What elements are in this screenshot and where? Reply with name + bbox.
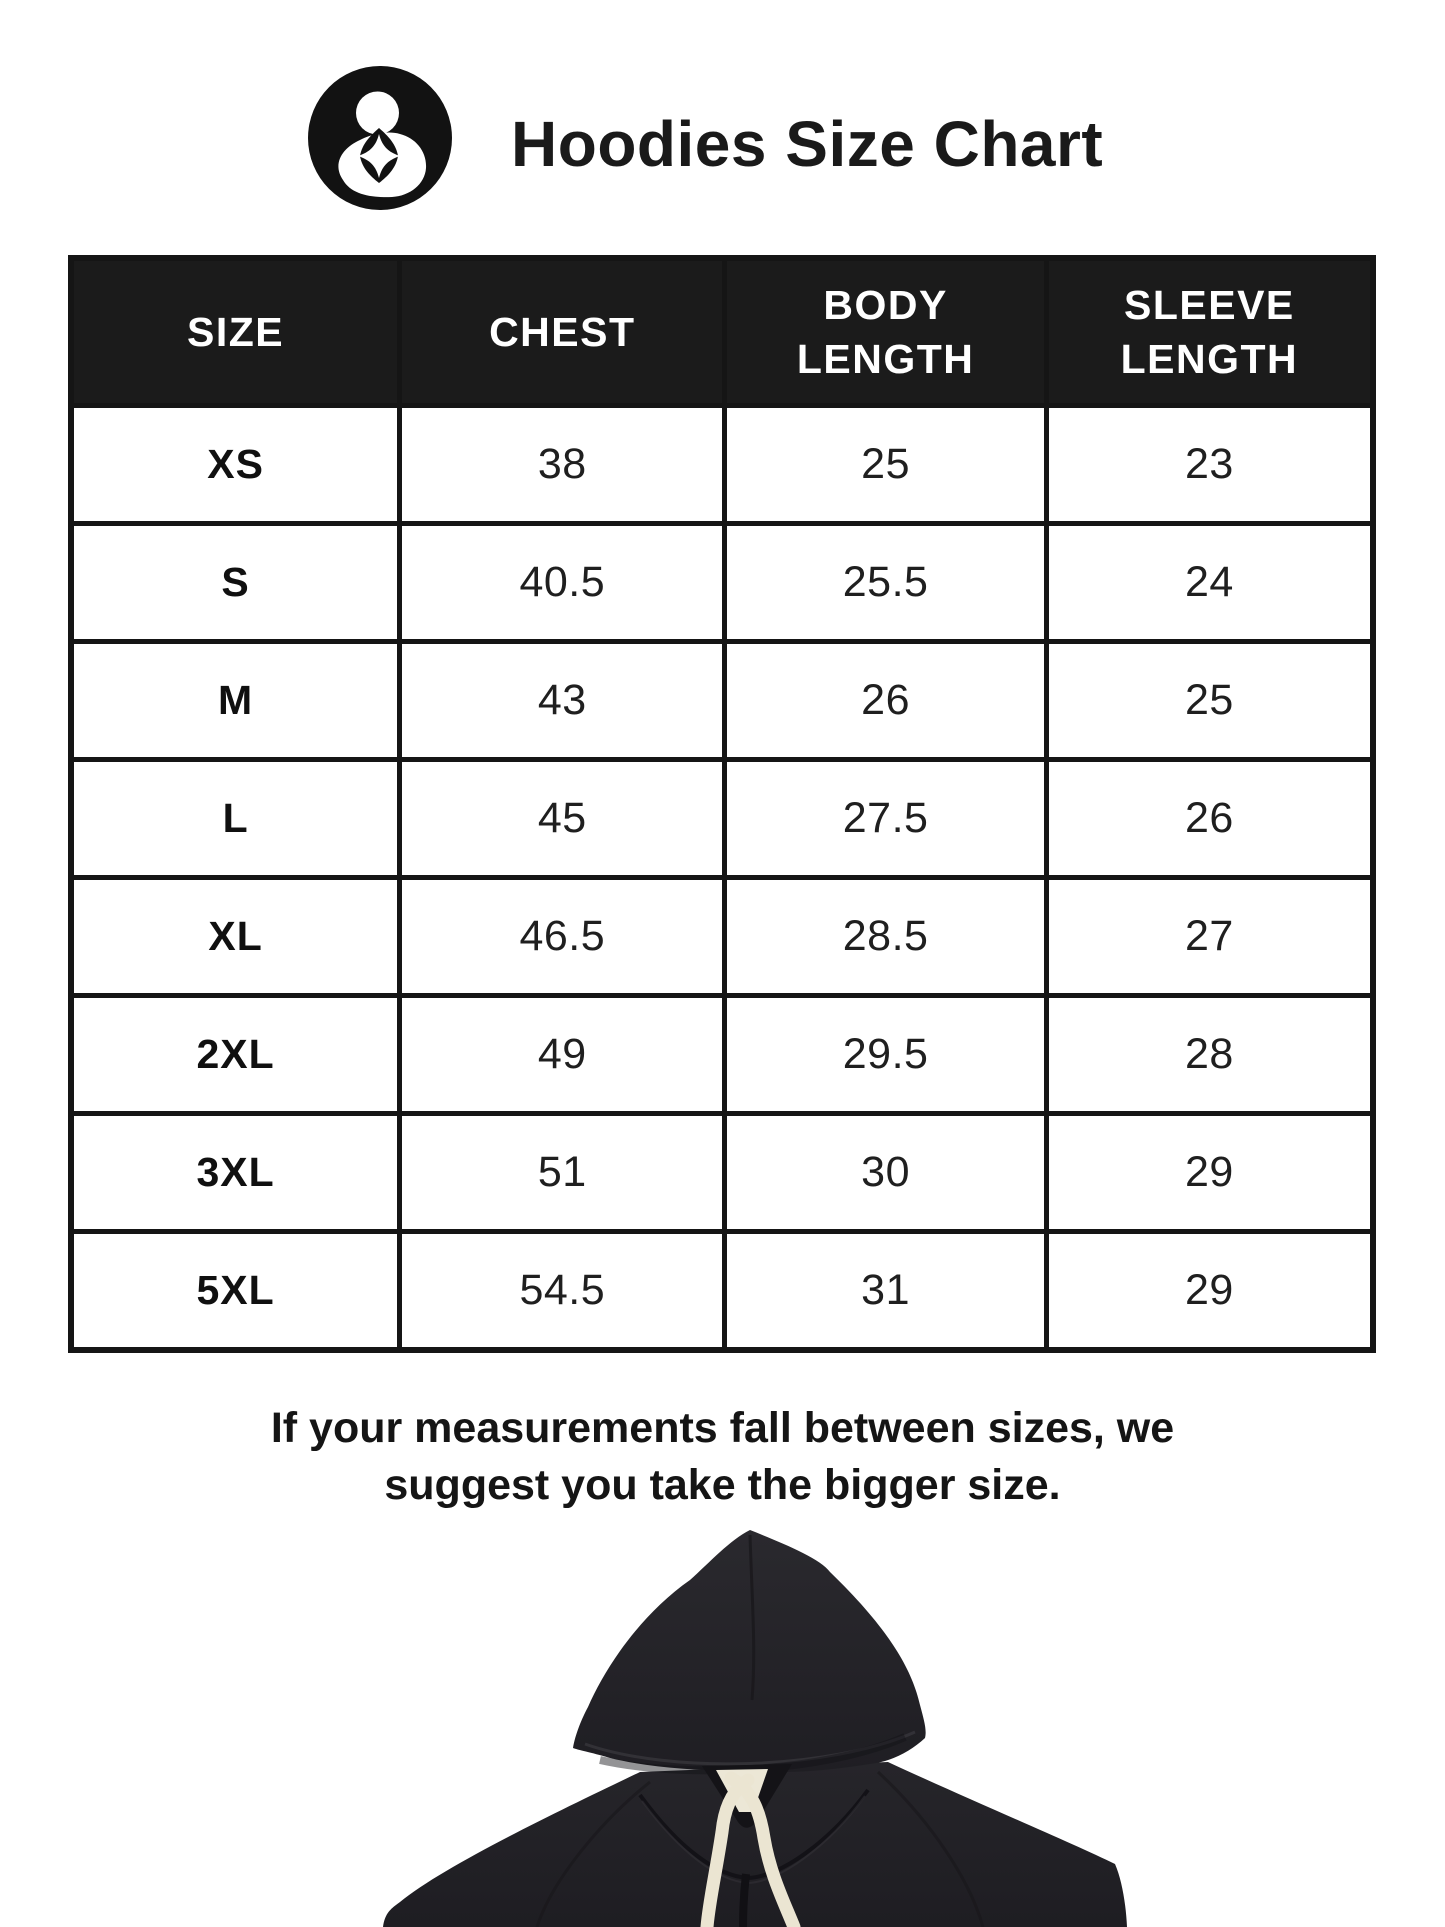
size-cell: L xyxy=(74,762,397,875)
body-length-cell: 26 xyxy=(727,644,1043,757)
size-cell: 3XL xyxy=(74,1116,397,1229)
column-header-body-length xyxy=(727,261,1043,403)
sleeve-length-cell: 24 xyxy=(1049,526,1370,639)
brand-logo-icon xyxy=(308,66,452,210)
page-title: Hoodies Size Chart xyxy=(511,108,1104,180)
sleeve-length-cell: 29 xyxy=(1049,1234,1370,1347)
sizing-note-line-1: If your measurements fall between sizes, we xyxy=(270,1404,1175,1452)
size-chart-table xyxy=(68,255,1376,1353)
column-header-line: BODY xyxy=(823,282,948,328)
column-header-line: LENGTH xyxy=(1120,336,1299,382)
chest-cell: 49 xyxy=(402,998,722,1111)
sleeve-length-cell: 29 xyxy=(1049,1116,1370,1229)
size-cell: M xyxy=(74,644,397,757)
sleeve-length-cell: 23 xyxy=(1049,408,1370,521)
size-cell: XL xyxy=(74,880,397,993)
body-length-cell: 25.5 xyxy=(727,526,1043,639)
chest-cell: 40.5 xyxy=(402,526,722,639)
chest-cell: 38 xyxy=(402,408,722,521)
chest-cell: 54.5 xyxy=(402,1234,722,1347)
column-header-line: SLEEVE xyxy=(1123,282,1295,328)
chest-cell: 46.5 xyxy=(402,880,722,993)
body-length-cell: 29.5 xyxy=(727,998,1043,1111)
column-header-line: LENGTH xyxy=(796,336,975,382)
column-header-chest xyxy=(402,261,722,403)
body-length-cell: 28.5 xyxy=(727,880,1043,993)
column-header-size xyxy=(74,261,397,403)
sleeve-length-cell: 25 xyxy=(1049,644,1370,757)
body-length-cell: 25 xyxy=(727,408,1043,521)
size-cell: 5XL xyxy=(74,1234,397,1347)
hoodie-photo xyxy=(350,1520,1140,1927)
sizing-note xyxy=(0,1400,1445,1514)
body-length-cell: 31 xyxy=(727,1234,1043,1347)
body-length-cell: 27.5 xyxy=(727,762,1043,875)
column-header-line: CHEST xyxy=(489,309,636,355)
hoodie-placket-seam xyxy=(743,1874,746,1927)
hoodie-hood-shape xyxy=(573,1530,926,1772)
column-header-line: SIZE xyxy=(187,309,285,355)
column-header-sleeve-length xyxy=(1049,261,1370,403)
sleeve-length-cell: 27 xyxy=(1049,880,1370,993)
chest-cell: 51 xyxy=(402,1116,722,1229)
size-cell: 2XL xyxy=(74,998,397,1111)
sleeve-length-cell: 26 xyxy=(1049,762,1370,875)
chest-cell: 43 xyxy=(402,644,722,757)
size-cell: S xyxy=(74,526,397,639)
sizing-note-line-2: suggest you take the bigger size. xyxy=(384,1461,1061,1509)
body-length-cell: 30 xyxy=(727,1116,1043,1229)
sleeve-length-cell: 28 xyxy=(1049,998,1370,1111)
size-cell: XS xyxy=(74,408,397,521)
chest-cell: 45 xyxy=(402,762,722,875)
